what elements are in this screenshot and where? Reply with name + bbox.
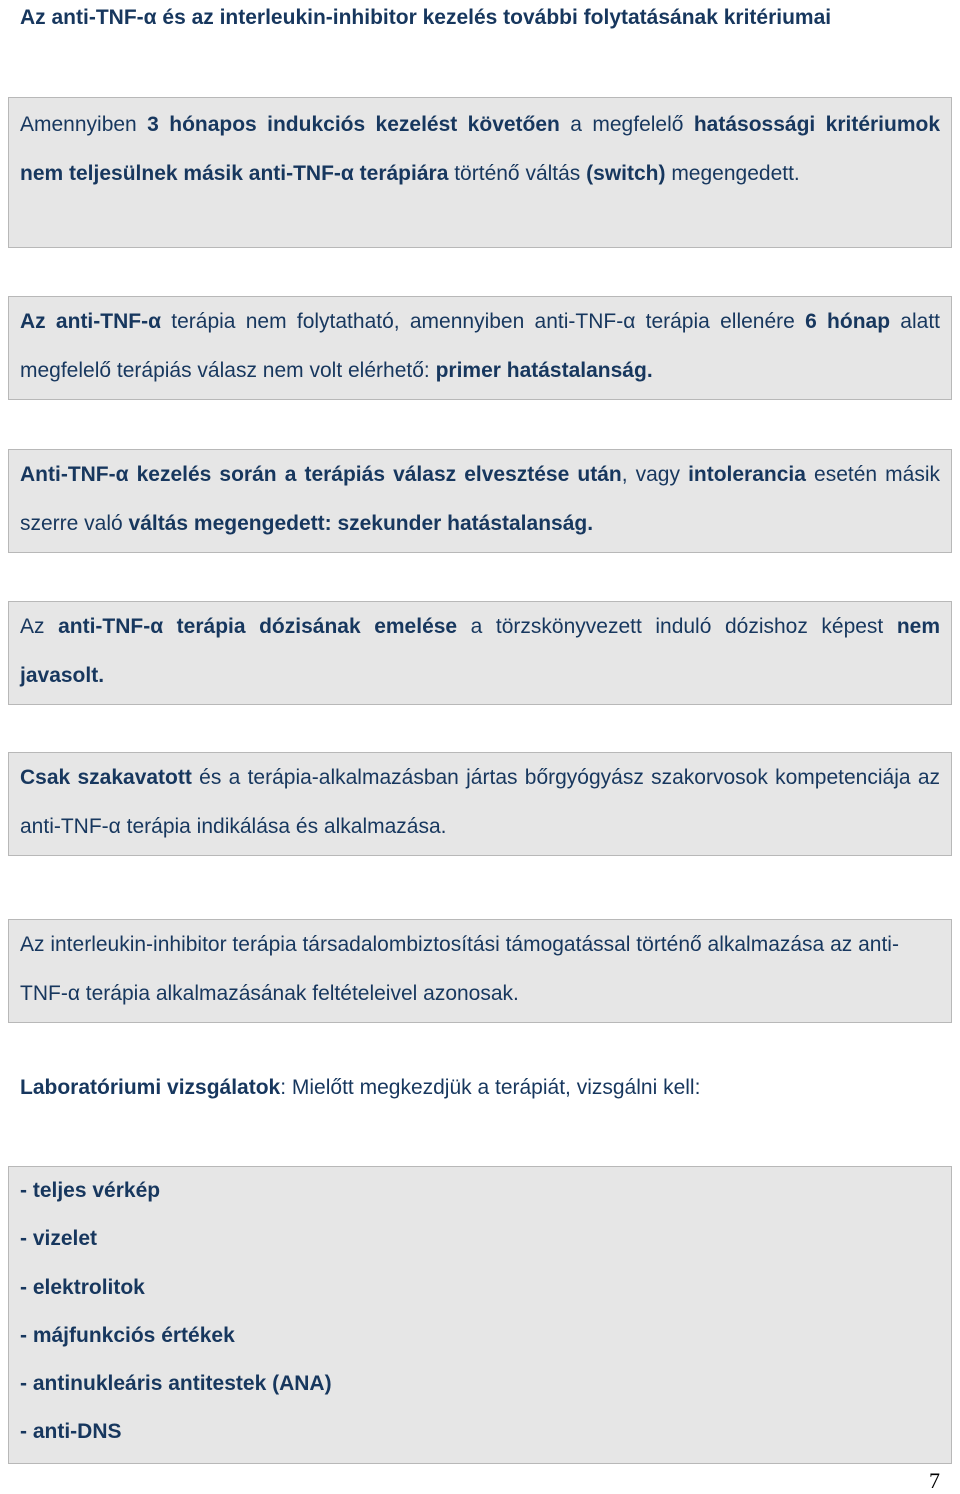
page-title: Az anti-TNF-α és az interleukin-inhibitor kezelés további folytatásának kritériumai (20, 6, 832, 29)
text-span: 6 hónap (805, 310, 891, 333)
text-span: , vagy (621, 463, 689, 486)
switch-criteria-box (8, 97, 952, 248)
text-span: Amennyiben (20, 113, 137, 136)
page-number: 7 (929, 1468, 940, 1493)
text-span: Az (20, 615, 59, 638)
text-span: 3 hónapos indukciós kezelést követően (136, 113, 571, 136)
competence-text (20, 753, 940, 851)
list-item: - elektrolitok (20, 1275, 145, 1299)
switch-criteria-text (20, 100, 940, 198)
lab-tests-list (20, 1167, 940, 1457)
text-span: intolerancia (688, 463, 806, 486)
lab-tests-box (8, 1166, 952, 1464)
text-span: Anti-TNF-α kezelés során a terápiás válasz elvesztése után (20, 463, 622, 486)
primary-failure-text (20, 297, 940, 395)
primary-failure-box (8, 296, 952, 400)
list-item: - antinukleáris antitestek (ANA) (20, 1372, 332, 1396)
list-item: - májfunkciós értékek (20, 1323, 235, 1347)
interleukin-box (8, 919, 952, 1023)
text-span: primer hatástalanság. (435, 359, 653, 382)
text-span: terápia nem folytatható, amennyiben anti-TNF-α terápia ellenére (161, 310, 806, 333)
text-span: a törzskönyvezett induló dózishoz képest (457, 615, 897, 638)
text-span: hatásossági kritériumok nem teljesülnek másik anti-TNF-α terápiára (20, 113, 941, 185)
text-span: alatt megfelelő terápiás válasz nem volt elérhető: (20, 310, 940, 382)
lab-tests-label: Laboratóriumi vizsgálatok (20, 1076, 281, 1099)
secondary-failure-box (8, 449, 952, 553)
text-span: Csak szakavatott (20, 766, 192, 789)
secondary-failure-text (20, 450, 940, 548)
list-item: - anti-DNS (20, 1420, 122, 1444)
interleukin-text: Az interleukin-inhibitor terápia társadalombiztosítási támogatással történő alkalmazása az anti-TNF-α terápia alkalmazásának feltételeivel azonosak. (20, 933, 899, 1005)
dose-increase-text (20, 602, 940, 700)
text-span: nem javasolt. (20, 615, 941, 687)
list-item: - teljes vérkép (20, 1179, 161, 1202)
text-span: a megfelelő (570, 113, 694, 136)
text-span: és a terápia-alkalmazásban jártas bőrgyógyász szakorvosok kompetenciája az anti-TNF-α terápia indikálása és alkalmazása. (20, 766, 940, 838)
text-span: Az anti-TNF-α (20, 310, 161, 333)
dose-increase-box (8, 601, 952, 705)
list-item: - vizelet (20, 1227, 98, 1251)
lab-tests-heading (20, 1068, 950, 1108)
text-span: esetén másik szerre való (20, 463, 940, 535)
text-span: történő váltás (448, 162, 587, 185)
lab-tests-intro: : Mielőtt megkezdjük a terápiát, vizsgálni kell: (280, 1076, 701, 1099)
text-span: anti-TNF-α terápia dózisának emelése (58, 615, 458, 638)
text-span: váltás megengedett: szekunder hatástalanság. (128, 512, 594, 535)
competence-box (8, 752, 952, 856)
text-span: megengedett. (665, 162, 800, 185)
text-span: (switch) (586, 162, 666, 185)
